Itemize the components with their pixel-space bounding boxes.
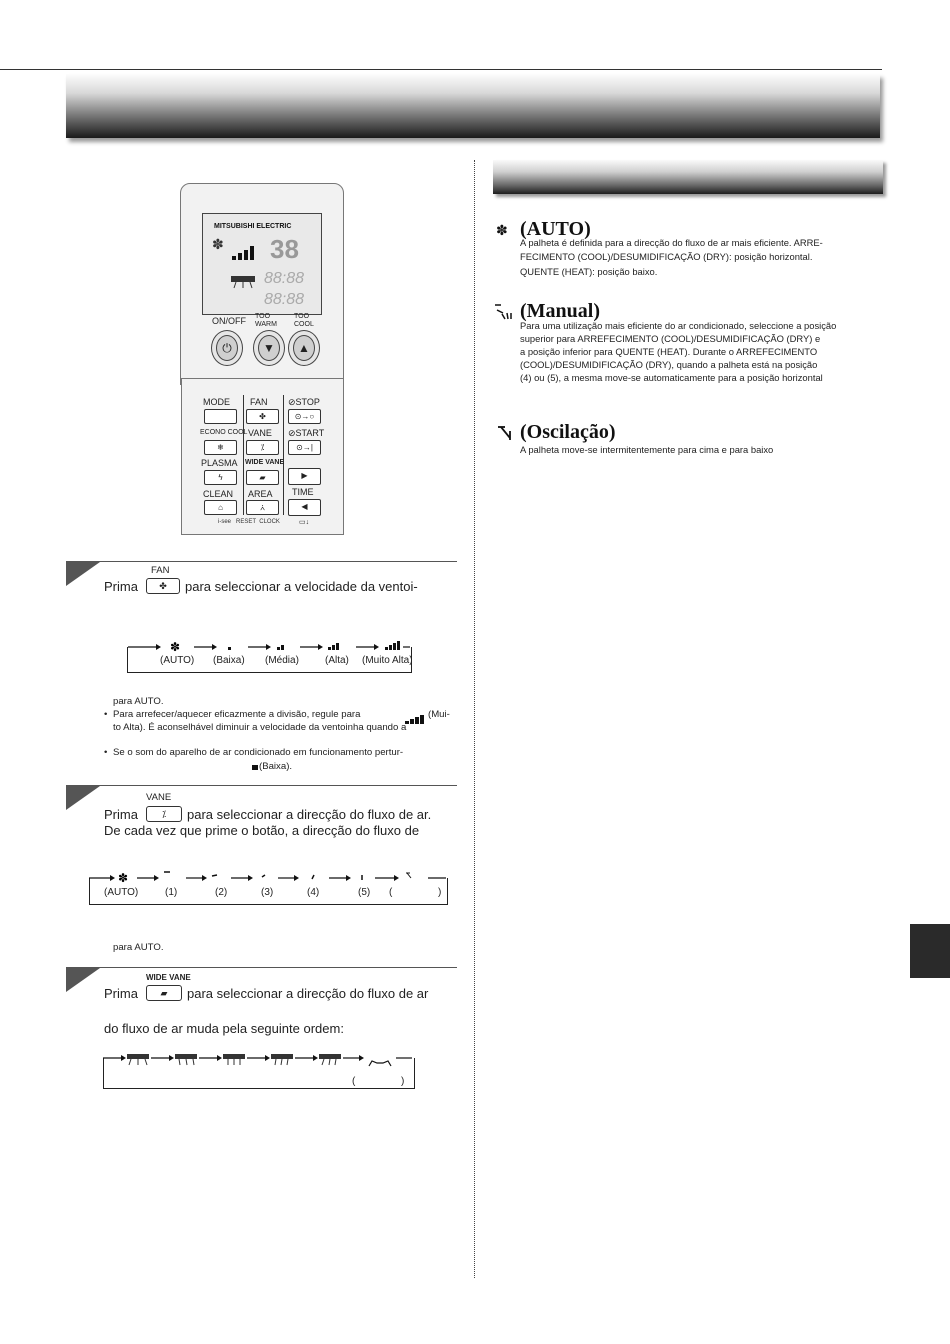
fan-seq-auto: (AUTO) [160,655,195,666]
chapter-tab [910,924,950,978]
econo-cool-label: ECONO COOL [200,429,248,436]
manual-text-3: a posição inferior para QUENTE (HEAT). Durante o ARREFECIMENTO [520,346,818,357]
onoff-label: ON/OFF [212,316,246,326]
vane-seq-1: (1) [165,887,178,898]
mode-label: MODE [203,397,230,407]
swing-heading: (Oscilação) [520,421,616,443]
remote-footer-labels: i-see RESET CLOCK [218,519,280,525]
fan-note-1: para AUTO. [113,696,164,707]
lcd-time-2: 88:88 [264,291,305,308]
fan-note-bullet-2: • [104,747,108,758]
play-right-icon: ▶ [301,471,308,480]
vane-section-marker [66,786,100,810]
snowflake-icon: ❄ [217,443,224,452]
clean-icon: ⌂ [218,503,223,512]
triangle-down-icon: ▼ [258,335,280,361]
vane-button-caption: VANE [146,792,172,803]
area-icon: ⩑ [260,503,265,512]
vane-button[interactable] [246,440,279,455]
lcd-temperature: 38 [270,234,299,264]
vane-prima: Prima [104,807,138,822]
fan-prima: Prima [104,579,138,594]
fan-section-marker [66,562,100,586]
auto-heading: (AUTO) [520,218,591,240]
svg-text:✽: ✽ [118,871,129,884]
fan-icon: ✤ [259,412,266,421]
wide-vane-label: WIDE VANE [245,459,285,466]
wide-instruction-2: do fluxo de ar muda pela seguinte ordem: [104,1021,344,1036]
wide-section-rule [66,967,457,968]
plasma-label: PLASMA [201,458,238,468]
stop-label: ⊘STOP [288,397,320,407]
start-label: ⊘START [288,428,325,438]
vane-seq-paren-close: ) [438,887,442,898]
manual-text-4: (COOL)/DESUMIDIFICAÇÃO (DRY), quando a palheta está na posição [520,359,818,370]
area-label: AREA [248,489,273,499]
triangle-up-icon: ▲ [293,335,315,361]
fan-note-3: to Alta). É aconselhável diminuir a velocidade da ventoinha quando a [113,722,407,733]
lcd-time-1: 88:88 [264,270,305,287]
vane-icon: ⁒ [260,443,265,452]
onoff-button[interactable] [211,330,243,366]
wide-prima: Prima [104,986,138,1001]
lightning-icon: ϟ [218,473,223,482]
vane-instruction-2: De cada vez que prime o botão, a direcção do fluxo de [104,823,420,838]
wide-instruction-1: para seleccionar a direcção do fluxo de ar [187,986,429,1001]
swing-text: A palheta move-se intermitentemente para cima e para baixo [520,444,774,455]
manual-text-2: superior para ARREFECIMENTO (COOL)/DESUMIDIFICAÇÃO (DRY) e [520,333,821,344]
top-rule [0,69,882,70]
time-label: TIME [292,487,314,497]
vane-label: VANE [248,428,272,438]
fan-section-rule [66,561,457,562]
fan-inline-button [146,578,180,594]
auto-text-2: FECIMENTO (COOL)/DESUMIDIFICAÇÃO (DRY): posição horizontal. [520,251,813,262]
swing-icon [497,424,515,442]
vane-instruction-1: para seleccionar a direcção do fluxo de ar. [187,807,432,822]
header-banner [66,74,880,138]
fan-label: FAN [250,397,268,407]
column-divider [474,160,475,1278]
section-banner [493,160,883,194]
manual-text-1: Para uma utilização mais eficiente do ar condicionado, seleccione a posição [520,320,837,331]
vane-note: para AUTO. [113,942,164,953]
wide-sequence-arrows [96,1048,418,1068]
vane-seq-auto: (AUTO) [104,887,139,898]
vane-icon: ⁒ [161,809,167,819]
vane-seq-3: (3) [261,887,274,898]
power-icon: ⏻ [216,335,238,361]
fan-instruction: para seleccionar a velocidade da ventoi- [185,579,418,594]
wide-button-caption: WIDE VANE [146,973,191,982]
temp-down-button[interactable] [253,330,285,366]
fan-low-icon [252,765,258,770]
auto-text-1: A palheta é definida para a direcção do fluxo de ar mais eficiente. ARRE- [520,237,823,248]
fan-note-2: Para arrefecer/aquecer eficazmente a divisão, regule para [113,709,361,720]
start-timer-button[interactable]: ⊙→| [288,440,321,455]
vane-seq-paren-open: ( [389,887,393,898]
too-cool-label: TOO COOL [294,313,314,328]
manual-heading: (Manual) [520,300,600,322]
wide-vane-icon: ▰ [259,473,266,482]
fan-button-caption: FAN [151,565,170,576]
fan-note-bullet-1: • [104,709,108,720]
temp-up-button[interactable] [288,330,320,366]
time-forward-button[interactable] [288,468,321,485]
remote-divider-2 [283,395,284,515]
clean-label: CLEAN [203,489,234,499]
fan-very-high-icon [405,711,427,720]
time-back-button[interactable] [288,499,321,516]
manual-vane-icon [494,302,516,320]
vane-sequence-arrows [82,870,452,884]
area-button[interactable] [246,500,279,515]
fan-icon: ✤ [159,581,167,591]
lcd-fan-bars [232,246,256,260]
play-left-icon: ◀ [301,502,308,511]
vane-seq-2: (2) [215,887,228,898]
fan-seq-very-high: (Muito Alta) [362,655,413,666]
lcd-vane-icon [228,272,258,292]
stop-timer-button[interactable]: ⊙→○ [288,409,321,424]
wide-seq-paren-open: ( [352,1076,356,1087]
wide-vane-button[interactable] [246,470,279,485]
vane-seq-5: (5) [358,887,371,898]
fan-seq-high: (Alta) [325,655,349,666]
remote-divider-1 [243,395,244,515]
vane-seq-4: (4) [307,887,320,898]
fan-button[interactable] [246,409,279,424]
vane-section-rule [66,785,457,786]
fan-note-2b: (Mui- [428,709,450,720]
fan-note-5: (Baixa). [259,761,293,772]
wide-seq-paren-close: ) [401,1076,405,1087]
clean-button[interactable] [204,500,237,515]
mode-button[interactable] [204,409,237,424]
svg-text:✽: ✽ [170,640,181,652]
too-warm-label: TOO WARM [255,313,277,328]
fan-note-4: Se o som do aparelho de ar condicionado em funcionamento pertur- [113,747,404,758]
econo-cool-button[interactable] [204,440,237,455]
fan-seq-medium: (Média) [265,655,299,666]
auto-vane-icon: ✽ [496,222,508,238]
wide-inline-button [146,985,182,1001]
auto-text-3: QUENTE (HEAT): posição baixo. [520,266,658,277]
fan-auto-icon: ✽ [212,236,224,252]
fan-seq-low: (Baixa) [213,655,245,666]
battery-icon: ▭↓ [299,519,310,526]
wide-section-marker [66,968,100,992]
plasma-button[interactable] [204,470,237,485]
vane-inline-button [146,806,182,822]
remote-brand: MITSUBISHI ELECTRIC [214,223,292,230]
manual-text-5: (4) ou (5), a mesma move-se automaticamente para a posição horizontal [520,372,823,383]
wide-vane-icon: ▰ [160,988,168,998]
fan-sequence-arrows [120,638,420,652]
